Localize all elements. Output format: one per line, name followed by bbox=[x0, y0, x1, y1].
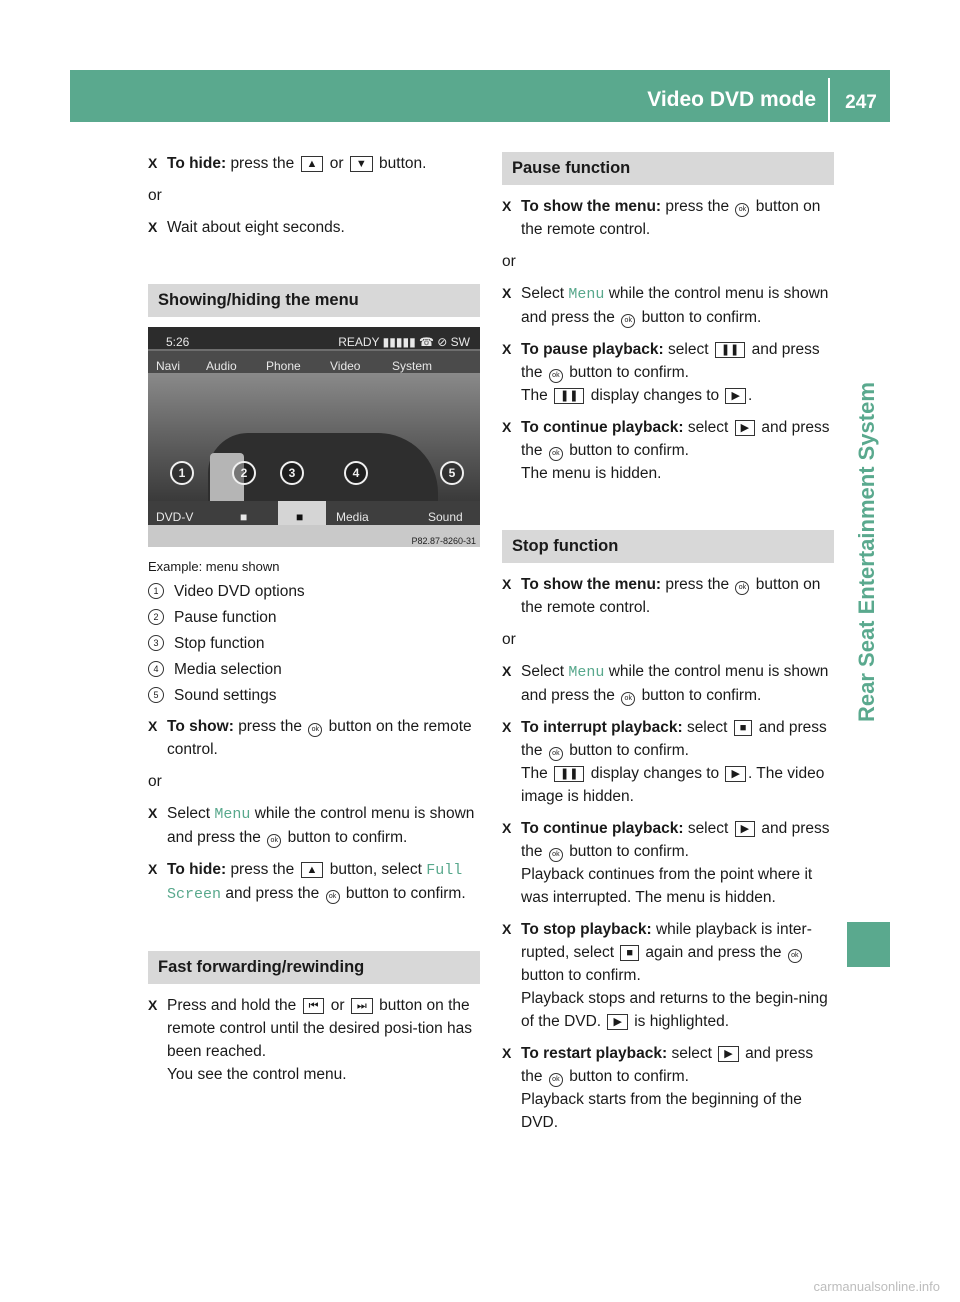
screen-time: 5:26 bbox=[166, 335, 190, 349]
play-icon: ▶ bbox=[735, 821, 755, 837]
label: To show: bbox=[167, 718, 234, 735]
bullet-icon: X bbox=[148, 861, 158, 877]
or-text: or bbox=[148, 187, 162, 204]
instruction-continue bbox=[502, 817, 834, 909]
text: press the bbox=[238, 718, 302, 735]
next-button-icon: ⏭ bbox=[351, 998, 373, 1014]
marker-1: 1 bbox=[170, 461, 194, 485]
label: To pause playback: bbox=[521, 341, 664, 358]
marker-2: 2 bbox=[232, 461, 256, 485]
or-text: or bbox=[148, 773, 162, 790]
text: You see the control menu. bbox=[167, 1066, 347, 1083]
text: button to confirm. bbox=[569, 742, 689, 759]
bullet-icon: X bbox=[148, 805, 158, 821]
previous-button-icon: ⏮ bbox=[303, 998, 325, 1014]
marker-5: 5 bbox=[440, 461, 464, 485]
text: button on the remote control. bbox=[521, 576, 821, 616]
ok-button-icon: ok bbox=[735, 203, 749, 217]
header-divider bbox=[828, 78, 830, 122]
bullet-icon: X bbox=[502, 576, 512, 592]
play-icon: ▶ bbox=[735, 420, 755, 436]
text: is highlighted. bbox=[634, 1013, 730, 1030]
control-sound: Sound bbox=[428, 510, 463, 524]
text: The bbox=[521, 765, 548, 782]
ok-button-icon: ok bbox=[267, 834, 281, 848]
control-pause: ■ bbox=[240, 510, 248, 524]
menu-softkey: Menu bbox=[568, 286, 605, 303]
text: display changes to bbox=[590, 387, 720, 404]
bullet-icon: X bbox=[502, 921, 512, 937]
bullet-icon: X bbox=[502, 719, 512, 735]
section-heading-stop: Stop function bbox=[502, 530, 834, 563]
text: Playback starts from the beginning of the DVD. bbox=[521, 1091, 802, 1131]
text: while the control menu is shown and press the bbox=[521, 285, 829, 326]
text: select bbox=[687, 419, 729, 436]
ok-button-icon: ok bbox=[308, 723, 322, 737]
legend-text: Stop function bbox=[174, 635, 265, 652]
text: button, select bbox=[329, 861, 422, 878]
text: Select bbox=[521, 663, 565, 680]
ok-button-icon: ok bbox=[621, 692, 635, 706]
legend-text: Video DVD options bbox=[174, 583, 305, 600]
text: button to confirm. bbox=[641, 687, 762, 704]
text: button to confirm. bbox=[287, 829, 408, 846]
text: The bbox=[521, 387, 548, 404]
label: To show the menu: bbox=[521, 198, 662, 215]
bullet-icon: X bbox=[502, 198, 512, 214]
text: Playback stops and returns to the begin-ning of the DVD. bbox=[521, 990, 828, 1030]
bullet-icon: X bbox=[502, 341, 512, 357]
bullet-icon: X bbox=[502, 419, 512, 435]
text: and press the bbox=[521, 419, 830, 459]
text: again and press the bbox=[645, 944, 782, 961]
text: button to confirm. bbox=[569, 843, 689, 860]
figure-ref-strip bbox=[148, 525, 480, 547]
legend-number: 2 bbox=[148, 609, 164, 625]
ok-button-icon: ok bbox=[788, 949, 802, 963]
text: button to confirm. bbox=[641, 309, 762, 326]
text: and press the bbox=[521, 719, 827, 759]
label: To show the menu: bbox=[521, 576, 662, 593]
bullet-icon: X bbox=[502, 1045, 512, 1061]
text: . bbox=[747, 387, 753, 404]
figure-caption: Example: menu shown bbox=[148, 559, 280, 574]
label: To stop playback: bbox=[521, 921, 652, 938]
instruction-select-menu bbox=[148, 802, 480, 849]
text: Press and hold the bbox=[167, 997, 297, 1014]
bullet-icon: X bbox=[148, 718, 158, 734]
bullet-icon: X bbox=[148, 219, 158, 235]
text: Select bbox=[521, 285, 565, 302]
pause-icon: ❚❚ bbox=[554, 388, 584, 404]
text: press the bbox=[230, 861, 295, 878]
text: press the bbox=[230, 155, 295, 172]
label: To interrupt playback: bbox=[521, 719, 683, 736]
label: To hide: bbox=[167, 861, 227, 878]
screen-menu-item: Audio bbox=[206, 359, 237, 373]
text: button to confirm. bbox=[569, 442, 689, 459]
instruction-continue bbox=[502, 416, 834, 485]
text: button to confirm. bbox=[345, 885, 466, 902]
bullet-icon: X bbox=[502, 285, 512, 301]
legend-item bbox=[148, 580, 480, 603]
instruction-select-menu bbox=[502, 282, 834, 329]
side-tab bbox=[847, 122, 890, 1022]
legend-text: Media selection bbox=[174, 661, 282, 678]
text: press the bbox=[665, 198, 730, 215]
text: button on the remote control until the desired posi-tion has been reached. bbox=[167, 997, 472, 1060]
play-icon: ▶ bbox=[725, 388, 745, 404]
text: select bbox=[668, 341, 709, 358]
screen-control-menu bbox=[148, 501, 480, 525]
instruction-fast-forward bbox=[148, 994, 480, 1086]
instruction-interrupt bbox=[502, 716, 834, 808]
marker-3: 3 bbox=[280, 461, 304, 485]
legend-item bbox=[148, 658, 480, 681]
screen-menu-item: Phone bbox=[266, 359, 301, 373]
legend-number: 5 bbox=[148, 687, 164, 703]
ok-button-icon: ok bbox=[549, 1073, 563, 1087]
menu-softkey: Menu bbox=[568, 664, 605, 681]
up-button-icon: ▲ bbox=[301, 862, 324, 878]
text: button on the remote control. bbox=[167, 718, 472, 758]
legend-item bbox=[148, 606, 480, 629]
page-header bbox=[70, 70, 890, 122]
section-heading-fast: Fast forwarding/rewinding bbox=[148, 951, 480, 984]
ok-button-icon: ok bbox=[621, 314, 635, 328]
text: Playback continues from the point where it was interrupted. The menu is hidden. bbox=[521, 866, 813, 906]
menu-softkey: Menu bbox=[214, 806, 251, 823]
pause-icon: ❚❚ bbox=[715, 342, 745, 358]
text: or bbox=[330, 997, 345, 1014]
text: and press the bbox=[225, 885, 320, 902]
screen-status-bar bbox=[148, 327, 480, 349]
or-text: or bbox=[502, 253, 516, 270]
legend-text: Sound settings bbox=[174, 687, 277, 704]
text: button. bbox=[379, 155, 427, 172]
figure-ref-code: P82.87-8260-31 bbox=[411, 536, 476, 546]
section-heading-pause: Pause function bbox=[502, 152, 834, 185]
ok-button-icon: ok bbox=[549, 369, 563, 383]
instruction-show bbox=[148, 715, 480, 761]
text: Select bbox=[167, 805, 211, 822]
text: while the control menu is shown and press the bbox=[167, 805, 475, 846]
left-column bbox=[148, 152, 480, 1095]
legend-number: 1 bbox=[148, 583, 164, 599]
ok-button-icon: ok bbox=[326, 890, 340, 904]
text: and press the bbox=[521, 341, 820, 381]
instruction-hide-intro bbox=[148, 152, 480, 175]
legend-text: Pause function bbox=[174, 609, 277, 626]
text: . The video image is hidden. bbox=[521, 765, 825, 805]
ok-button-icon: ok bbox=[549, 747, 563, 761]
video-image bbox=[148, 373, 480, 501]
text: button to confirm. bbox=[569, 1068, 689, 1085]
up-button-icon: ▲ bbox=[301, 156, 324, 172]
stop-icon: ■ bbox=[734, 720, 753, 736]
bullet-icon: X bbox=[148, 155, 158, 171]
marker-4: 4 bbox=[344, 461, 368, 485]
text: select bbox=[687, 820, 729, 837]
bullet-icon: X bbox=[502, 663, 512, 679]
text: The menu is hidden. bbox=[521, 465, 662, 482]
legend-item bbox=[148, 684, 480, 707]
text: Wait about eight seconds. bbox=[167, 219, 345, 236]
stop-icon: ■ bbox=[620, 945, 639, 961]
text: select bbox=[686, 719, 728, 736]
ok-button-icon: ok bbox=[735, 581, 749, 595]
side-tab-label: Rear Seat Entertainment System bbox=[854, 382, 879, 722]
text: while the control menu is shown and press the bbox=[521, 663, 829, 704]
page-title: Video DVD mode bbox=[647, 88, 816, 111]
play-icon: ▶ bbox=[725, 766, 745, 782]
ok-button-icon: ok bbox=[549, 447, 563, 461]
text: select bbox=[671, 1045, 712, 1062]
instruction-show-menu bbox=[502, 573, 834, 619]
screen-main-menu bbox=[148, 351, 480, 373]
label: To continue playback: bbox=[521, 419, 684, 436]
right-column bbox=[502, 152, 834, 1143]
text: button on the remote control. bbox=[521, 198, 821, 238]
pause-icon: ❚❚ bbox=[554, 766, 584, 782]
down-button-icon: ▼ bbox=[350, 156, 373, 172]
screen-status: READY ▮▮▮▮▮ ☎ ⊘ SW bbox=[338, 335, 470, 349]
text: press the bbox=[665, 576, 730, 593]
label: To hide: bbox=[167, 155, 227, 172]
control-media: Media bbox=[336, 510, 369, 524]
text: while playback is inter-rupted, select bbox=[521, 921, 812, 961]
text: and press the bbox=[521, 1045, 814, 1085]
bullet-icon: X bbox=[148, 997, 158, 1013]
instruction-wait bbox=[148, 216, 480, 239]
section-heading-menu: Showing/hiding the menu bbox=[148, 284, 480, 317]
screen-menu-item: Video bbox=[330, 359, 361, 373]
instruction-stop bbox=[502, 918, 834, 1033]
play-icon: ▶ bbox=[607, 1014, 627, 1030]
instruction-restart bbox=[502, 1042, 834, 1134]
text: and press the bbox=[521, 820, 830, 860]
legend-number: 3 bbox=[148, 635, 164, 651]
instruction-pause bbox=[502, 338, 834, 407]
legend-number: 4 bbox=[148, 661, 164, 677]
text: button to confirm. bbox=[569, 364, 689, 381]
instruction-show-menu bbox=[502, 195, 834, 241]
bullet-icon: X bbox=[502, 820, 512, 836]
footer-watermark: carmanualsonline.info bbox=[813, 1279, 940, 1294]
control-dvd-v: DVD-V bbox=[156, 510, 194, 524]
ok-button-icon: ok bbox=[549, 848, 563, 862]
control-stop: ■ bbox=[296, 510, 304, 524]
text: button to confirm. bbox=[521, 967, 641, 984]
text: or bbox=[329, 155, 344, 172]
screen-menu-item: Navi bbox=[156, 359, 181, 373]
page-number: 247 bbox=[845, 92, 877, 113]
label: To continue playback: bbox=[521, 820, 684, 837]
screen-menu-item: System bbox=[392, 359, 433, 373]
side-tab-block bbox=[847, 922, 890, 967]
menu-screenshot bbox=[148, 327, 480, 547]
or-text: or bbox=[502, 631, 516, 648]
legend-item bbox=[148, 632, 480, 655]
play-icon: ▶ bbox=[718, 1046, 738, 1062]
full-screen-softkey: Full Screen bbox=[167, 862, 463, 903]
text: display changes to bbox=[590, 765, 720, 782]
instruction-hide bbox=[148, 858, 480, 906]
instruction-select-menu bbox=[502, 660, 834, 707]
label: To restart playback: bbox=[521, 1045, 668, 1062]
